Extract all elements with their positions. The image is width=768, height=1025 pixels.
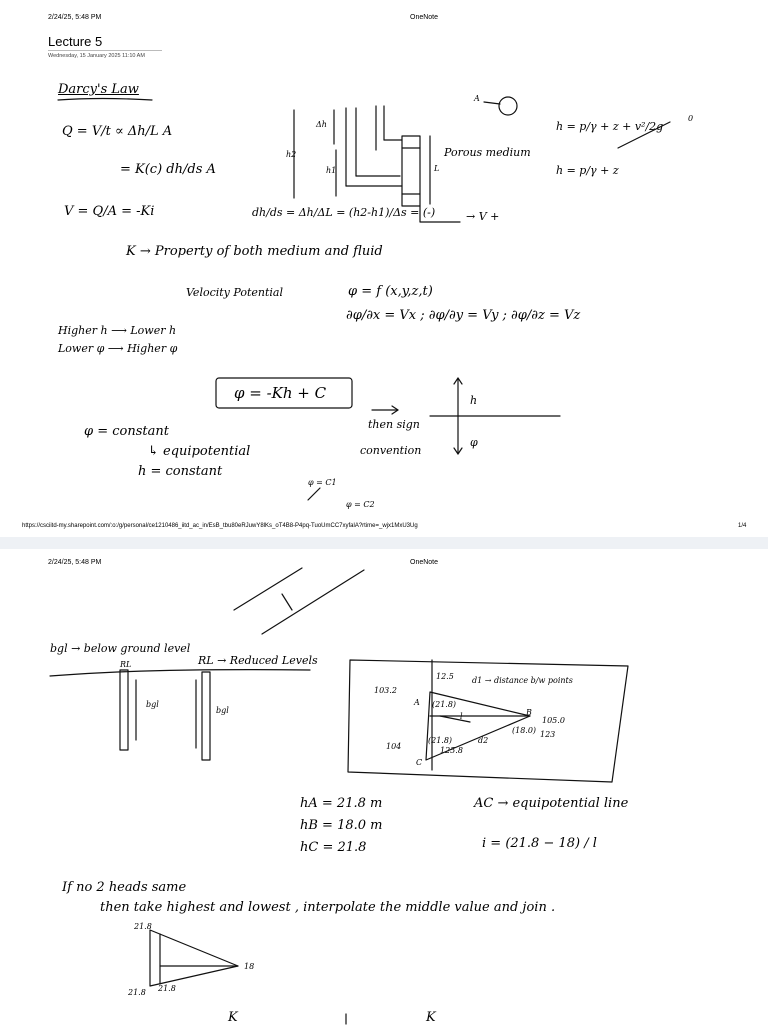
eq-gradient: dh/ds = Δh/ΔL = (h2-h1)/Δs = (-)	[252, 206, 436, 219]
eq-discharge: Q = V/t ∝ Δh/L A	[62, 124, 173, 139]
label-A: A	[474, 94, 480, 103]
note-sign-line2: convention	[360, 444, 422, 457]
eq-total-head: h = p/γ + z + v²/2g	[556, 120, 664, 133]
page-number: 1/4	[738, 523, 747, 529]
note-distance: d1 → distance b/w points	[472, 676, 573, 685]
head-A: hA = 21.8 m	[300, 796, 383, 811]
value-B-head: (18.0)	[512, 726, 537, 735]
label-bgl-left: bgl	[146, 700, 159, 709]
label-bgl-right: bgl	[216, 706, 229, 715]
head-B: hB = 18.0 m	[300, 818, 383, 833]
tri-value-bottom-mid: 21.8	[158, 984, 176, 993]
note-phi-constant: φ = constant	[84, 424, 169, 439]
eq-velocity: V = Q/A = -Ki	[64, 204, 155, 219]
value-C-low: 125.8	[440, 746, 463, 755]
label-velocity-potential: Velocity Potential	[186, 286, 284, 299]
small-triangle	[150, 930, 238, 986]
value-A-top: 12.5	[436, 672, 454, 681]
note-equipotential: ↳ equipotential	[148, 444, 251, 459]
label-delta-h: Δh	[316, 120, 327, 129]
equipotential-line-2	[262, 570, 364, 634]
note-ac-equipotential: AC → equipotential line	[474, 796, 629, 811]
value-A-left: 103.2	[374, 686, 397, 695]
page-title: Lecture 5	[48, 34, 103, 49]
bottom-letter-k1: K	[228, 1010, 238, 1025]
note-k-property: K → Property of both medium and fluid	[126, 244, 383, 259]
note-rl-definition: RL → Reduced Levels	[198, 654, 318, 667]
ground-line	[50, 670, 310, 676]
label-h1: h1	[326, 166, 337, 175]
equipotential-line-1	[234, 568, 302, 610]
tri-value-bottom-left: 21.8	[128, 988, 146, 997]
tri-value-top: 21.8	[134, 922, 152, 931]
page-date: Wednesday, 15 January 2025 11:10 AM	[48, 53, 145, 59]
note-lower-phi: Lower φ ⟶ Higher φ	[58, 342, 178, 355]
label-rl-left: RL	[120, 660, 132, 669]
value-C-left: 104	[386, 742, 402, 751]
eq-discharge-k: = K(c) dh/ds A	[120, 162, 216, 177]
tri-value-right: 18	[244, 962, 255, 971]
print-timestamp: 2/24/25, 5:48 PM	[48, 14, 102, 21]
label-d2: d2	[478, 736, 489, 745]
app-name-2: OneNote	[410, 559, 439, 566]
note-bgl-definition: bgl → below ground level	[50, 642, 191, 655]
heading-darcys-law: Darcy's Law	[58, 82, 139, 97]
eq-gradient-i: i = (21.8 − 18) / l	[482, 836, 597, 851]
point-B: B	[526, 708, 532, 717]
eq-head-simplified: h = p/γ + z	[556, 164, 619, 177]
value-C-head: (21.8)	[428, 736, 453, 745]
label-phi-c2: φ = C2	[346, 500, 375, 509]
point-C: C	[416, 758, 423, 767]
label-velocity-head-zero: 0	[688, 114, 694, 123]
note-h-constant: h = constant	[138, 464, 223, 479]
label-l: l	[460, 712, 463, 721]
label-velocity-arrow: → V +	[466, 210, 500, 223]
bottom-letter-k2: K	[426, 1010, 436, 1025]
value-B-low: 123	[540, 730, 556, 739]
head-C: hC = 21.8	[300, 840, 367, 855]
label-h2: h2	[286, 150, 297, 159]
app-name: OneNote	[410, 14, 439, 21]
label-L: L	[434, 164, 440, 173]
value-B-right: 105.0	[542, 716, 565, 725]
point-A: A	[414, 698, 420, 707]
note-interpolate-2: then take highest and lowest , interpolate the middle value and join .	[100, 900, 556, 915]
eq-phi-boxed: φ = -Kh + C	[234, 384, 327, 402]
source-url: https://csciitd-my.sharepoint.com/:o:/g/personal/ce1210486_iitd_ac_in/EsB_tbu80eRJuwY8lKs_oT4B8-P4pq-TuoUmCC7xyfalA?rtime=_wjx1MxU3Ug	[22, 523, 418, 529]
value-A-head: (21.8)	[432, 700, 457, 709]
note-higher-h: Higher h ⟶ Lower h	[58, 324, 177, 337]
interpolation-triangle	[426, 692, 530, 760]
axis-label-h: h	[470, 394, 478, 407]
print-timestamp-2: 2/24/25, 5:48 PM	[48, 559, 102, 566]
note-interpolate-1: If no 2 heads same	[62, 880, 187, 895]
note-sign-line1: then sign	[368, 418, 420, 431]
eq-phi-derivatives: ∂φ/∂x = Vx ; ∂φ/∂y = Vy ; ∂φ/∂z = Vz	[346, 308, 581, 323]
label-porous-medium: Porous medium	[444, 146, 531, 159]
boundary-frame	[348, 660, 628, 782]
label-phi-c1: φ = C1	[308, 478, 337, 487]
borehole-right	[202, 672, 210, 760]
axis-label-phi: φ	[470, 436, 478, 449]
borehole-left	[120, 670, 128, 750]
eq-phi-function: φ = f (x,y,z,t)	[348, 284, 433, 299]
